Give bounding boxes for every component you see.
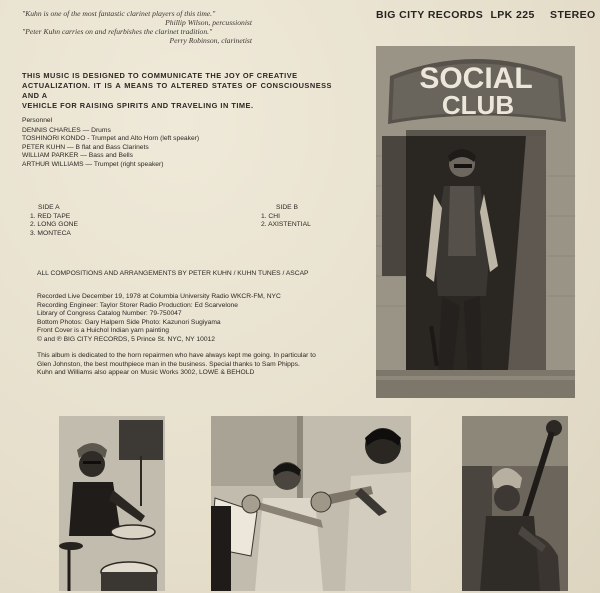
personnel-member: DENNIS CHARLES — Drums xyxy=(22,126,111,134)
quote-1-attribution: Phillip Wilson, percussionist xyxy=(165,18,252,27)
quote-1-text: "Kuhn is one of the most fantastic clarinet players of this time." xyxy=(22,9,216,18)
quote-2-text: "Peter Kuhn carries on and refurbishes the clarinet tradition." xyxy=(22,27,213,36)
quote-2 xyxy=(22,27,322,45)
bottom-photo-horn-players xyxy=(211,416,411,591)
compositions-credit: ALL COMPOSITIONS AND ARRANGEMENTS BY PETER KUHN / KUHN TUNES / ASCAP xyxy=(37,270,309,277)
mission-line: THIS MUSIC IS DESIGNED TO COMMUNICATE THE JOY OF CREATIVE xyxy=(22,71,298,80)
side-b xyxy=(258,204,311,230)
record-label: BIG CITY RECORDS xyxy=(376,9,484,21)
credit-line: Recorded Live December 19, 1978 at Columbia University Radio WKCR-FM, NYC xyxy=(37,293,281,300)
mission-statement xyxy=(22,71,332,111)
track: 1. RED TAPE xyxy=(30,212,71,220)
track: 3. MONTECA xyxy=(30,229,71,237)
credit-line: Bottom Photos: Gary Halpern Side Photo: Kazunori Sugiyama xyxy=(37,318,221,326)
personnel-member: ARTHUR WILLIAMS — Trumpet (right speaker) xyxy=(22,160,164,168)
personnel-member: PETER KUHN — B flat and Bass Clarinets xyxy=(22,143,149,151)
personnel xyxy=(22,117,342,170)
mission-line: ACTUALIZATION. IT IS A MEANS TO ALTERED STATES OF CONSCIOUSNESS AND A xyxy=(22,81,332,100)
bottom-photo-bassist xyxy=(462,416,568,591)
bassist-photo-image xyxy=(462,416,568,591)
sign-text-social: SOCIAL xyxy=(419,62,533,95)
sign-text-club: CLUB xyxy=(441,90,515,120)
side-a-heading: SIDE A xyxy=(38,204,60,211)
personnel-member: TOSHINORI KONDO - Trumpet and Alto Horn (left speaker) xyxy=(22,135,200,143)
social-club-photo-image xyxy=(376,46,575,398)
drummer-photo-image xyxy=(59,416,165,591)
credit-line: Recording Engineer: Taylor Storer Radio Production: Ed Scarvelone xyxy=(37,301,238,309)
quote-2-attribution: Perry Robinson, clarinetist xyxy=(169,36,252,45)
credit-line: Library of Congress Catalog Number: 79-750047 xyxy=(37,310,182,318)
quote-1 xyxy=(22,9,322,27)
track: 1. CHI xyxy=(261,212,280,220)
mission-line: VEHICLE FOR RAISING SPIRITS AND TRAVELING IN TIME. xyxy=(22,101,254,110)
catalog-number: LPK 225 xyxy=(490,9,535,21)
side-b-heading: SIDE B xyxy=(276,204,298,211)
dedication-line: This album is dedicated to the horn repairmen who have always kept me going. In particular to xyxy=(37,352,316,359)
side-a xyxy=(30,204,78,238)
credits xyxy=(37,293,367,345)
personnel-member: WILLIAM PARKER — Bass and Bells xyxy=(22,152,133,160)
bottom-photo-drummer xyxy=(59,416,165,591)
personnel-heading: Personnel xyxy=(22,117,53,124)
track: 2. AXISTENTIAL xyxy=(261,221,311,229)
horn-players-photo-image xyxy=(211,416,411,591)
credit-line: © and ℗ BIG CITY RECORDS, 5 Prince St. NYC, NY 10012 xyxy=(37,335,215,343)
track: 2. LONG GONE xyxy=(30,221,78,229)
format-label: STEREO xyxy=(550,9,596,21)
side-photo-social-club xyxy=(376,46,575,398)
dedication xyxy=(37,352,373,378)
dedication-line: Glen Johnston, the best mouthpiece man in the business. Special thanks to Sam Phipps. xyxy=(37,360,300,368)
dedication-line: Kuhn and Williams also appear on Music Works 3002, LOWE & BEHOLD xyxy=(37,369,255,377)
header xyxy=(376,9,596,21)
credit-line: Front Cover is a Huichol Indian yarn painting xyxy=(37,327,169,335)
